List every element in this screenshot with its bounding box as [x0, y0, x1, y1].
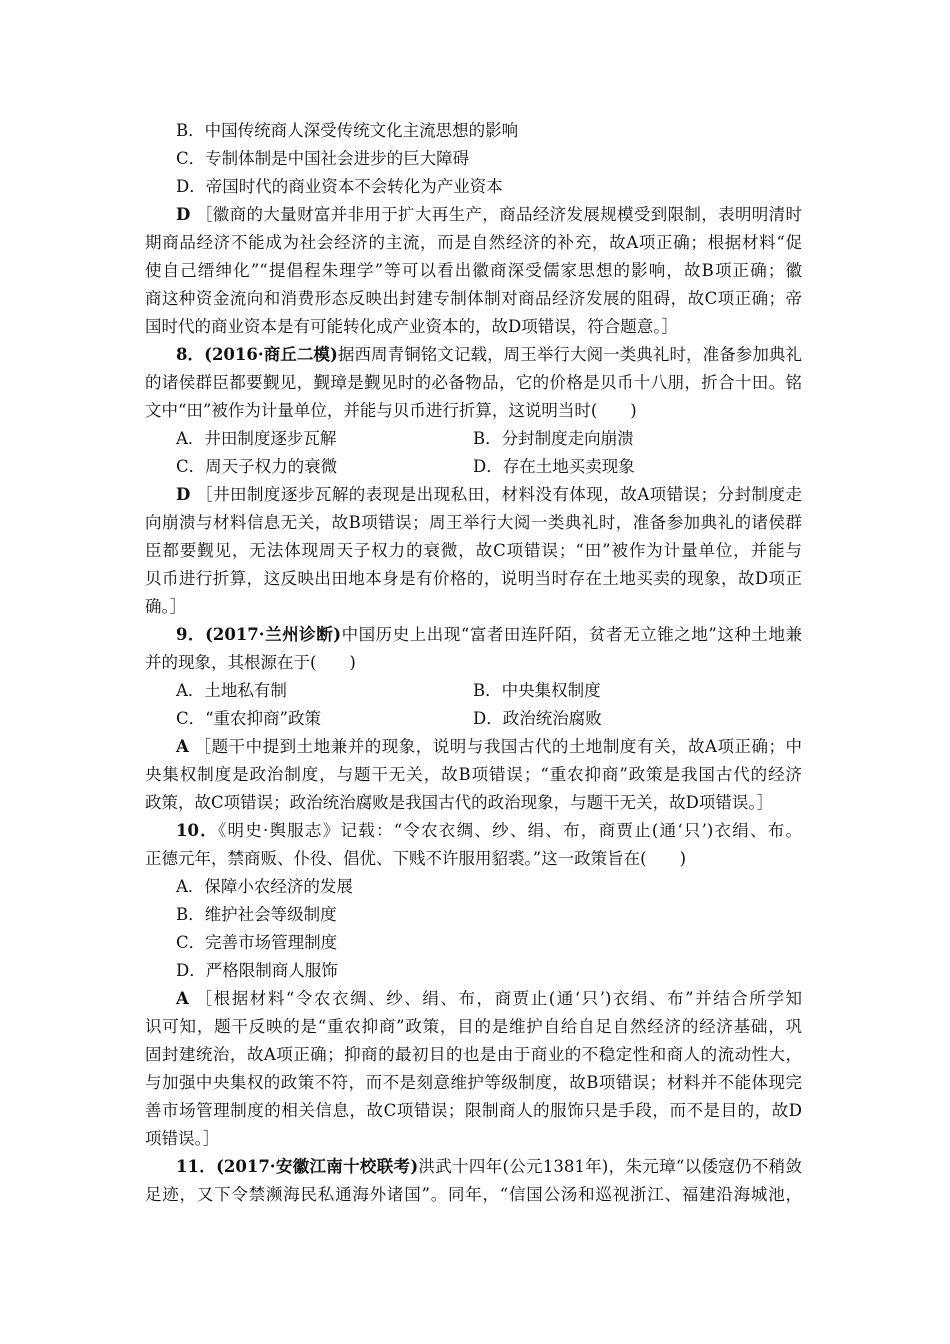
q9-number: 9． [176, 625, 206, 644]
q10-answer-line-4: 与加强中央集权的政策不符，而不是刻意维护等级制度，故B项错误；材料并不能体现完 [145, 1073, 802, 1092]
q9-stem-line-1 [176, 625, 802, 645]
q10-option-d: D．严格限制商人服饰 [176, 961, 338, 980]
q9-stem-line-2: 并的现象，其根源在于( ) [145, 653, 356, 672]
q7-option-d: D．帝国时代的商业资本不会转化为产业资本 [176, 177, 503, 196]
q9-option-b: B．中央集权制度 [473, 681, 601, 700]
q7-answer-line-1 [176, 205, 802, 225]
q7-option-c: C．专制体制是中国社会进步的巨大障碍 [176, 149, 470, 168]
q8-answer-letter: D [176, 485, 191, 504]
q8-option-b: B．分封制度走向崩溃 [473, 429, 634, 448]
q10-stem-line-1 [176, 821, 802, 841]
q8-option-a: A．井田制度逐步瓦解 [176, 429, 337, 448]
q10-answer-text: ［根据材料“令农衣绸、纱、绢、布，商贾止(通‘只’)衣绢、布”并结合所学知 [195, 989, 802, 1008]
q7-answer-line-2: 期商品经济不能成为社会经济的主流，而是自然经济的补充，故A项正确；根据材料“促 [145, 233, 802, 252]
q10-number: 10． [176, 821, 218, 840]
q10-answer-letter: A [176, 989, 189, 1008]
q8-stem-line-1 [176, 345, 802, 365]
q8-answer-text: ［井田制度逐步瓦解的表现是出现私田，材料没有体现，故A项错误；分封制度走 [196, 485, 802, 504]
q10-answer-line-2: 识可知，题干反映的是“重农抑商”政策，目的是维护自给自足自然经济的经济基础，巩 [145, 1017, 802, 1036]
q9-option-a: A．土地私有制 [176, 681, 287, 700]
q10-option-c: C．完善市场管理制度 [176, 933, 338, 952]
q8-number: 8． [176, 345, 205, 364]
q11-stem-line-1 [176, 1157, 802, 1177]
q9-answer-line-3: 政策，故C项错误；政治统治腐败是我国古代的政治现象，与题干无关，故D项错误。］ [145, 793, 774, 812]
q10-answer-line-5: 善市场管理制度的相关信息，故C项错误；限制商人的服饰只是手段，而不是目的，故D [145, 1101, 802, 1120]
q7-answer-letter: D [176, 205, 191, 224]
q8-option-c: C．周天子权力的衰微 [176, 457, 338, 476]
q10-stem-line-2: 正德元年，禁商贩、仆役、倡优、下贱不许服用貂裘。”这一政策旨在( ) [145, 849, 687, 868]
q9-option-c: C．“重农抑商”政策 [176, 709, 321, 728]
q7-answer-line-3: 使自己缙绅化”“提倡程朱理学”等可以看出徽商深受儒家思想的影响，故B项正确；徽 [145, 261, 802, 280]
q8-source: (2016·商丘二模) [204, 345, 338, 364]
q7-option-b: B．中国传统商人深受传统文化主流思想的影响 [176, 121, 519, 140]
q8-answer-line-3: 臣都要觐见，无法体现周天子权力的衰微，故C项错误；“田”被作为计量单位，并能与 [145, 541, 802, 560]
q9-source: (2017·兰州诊断) [205, 625, 342, 644]
q8-answer-line-2: 向崩溃与材料信息无关，故B项错误；周王举行大阅一类典礼时，准备参加典礼的诸侯群 [145, 513, 802, 532]
q8-stem-line-2: 的诸侯群臣都要觐见，觐璋是觐见时的必备物品，它的价格是贝币十八朋，折合十田。铭 [145, 373, 802, 392]
q8-option-d: D．存在土地买卖现象 [473, 457, 635, 476]
q11-stem-line-2: 足迹，又下令禁濒海民私通海外诸国”。同年，“信国公汤和巡视浙江、福建沿海城池， [145, 1185, 802, 1204]
q11-number: 11． [176, 1157, 217, 1176]
q8-answer-line-1 [176, 485, 802, 505]
q9-option-d: D．政治统治腐败 [473, 709, 602, 728]
q9-answer-letter: A [176, 737, 189, 756]
q10-answer-line-6: 项错误。］ [145, 1129, 220, 1148]
q9-answer-line-2: 央集权制度是政治制度，与题干无关，故B项错误；“重农抑商”政策是我国古代的经济 [145, 765, 802, 784]
q11-stem-text: 洪武十四年(公元1381年)，朱元璋“以倭寇仍不稍敛 [418, 1157, 802, 1176]
q7-answer-text: ［徽商的大量财富并非用于扩大再生产，商品经济发展规模受到限制，表明明清时 [195, 205, 802, 224]
q10-option-b: B．维护社会等级制度 [176, 905, 337, 924]
q8-answer-line-5: 确。］ [145, 597, 187, 616]
q10-stem-text: 《明史·舆服志》记载：“令农衣绸、纱、绢、布，商贾止(通‘只’)衣绢、布。 [217, 821, 802, 840]
q9-answer-line-1 [176, 737, 802, 757]
q8-answer-line-4: 贝币进行折算，这反映出田地本身是有价格的，说明当时存在土地买卖的现象，故D项正 [145, 569, 802, 588]
q8-stem-line-3: 文中“田”被作为计量单位，并能与贝币进行折算，这说明当时( ) [145, 401, 637, 420]
q10-option-a: A．保障小农经济的发展 [176, 877, 353, 896]
q10-answer-line-1 [176, 989, 802, 1009]
q7-answer-line-5: 国时代的商业资本是有可能转化成产业资本的，故D项错误，符合题意。］ [145, 317, 678, 336]
q11-source: (2017·安徽江南十校联考) [216, 1157, 419, 1176]
q7-answer-line-4: 商这种资金流向和消费形态反映出封建专制体制对商品经济发展的阻碍，故C项正确；帝 [145, 289, 802, 308]
q9-answer-text: ［题干中提到土地兼并的现象，说明与我国古代的土地制度有关，故A项正确；中 [194, 737, 802, 756]
q10-answer-line-3: 固封建统治，故A项正确；抑商的最初目的也是由于商业的不稳定性和商人的流动性大， [145, 1045, 802, 1064]
q9-stem-text: 中国历史上出现“富者田连阡陌，贫者无立锥之地”这种土地兼 [341, 625, 803, 644]
q8-stem-text: 据西周青铜铭文记载，周王举行大阅一类典礼时，准备参加典礼 [337, 345, 802, 364]
